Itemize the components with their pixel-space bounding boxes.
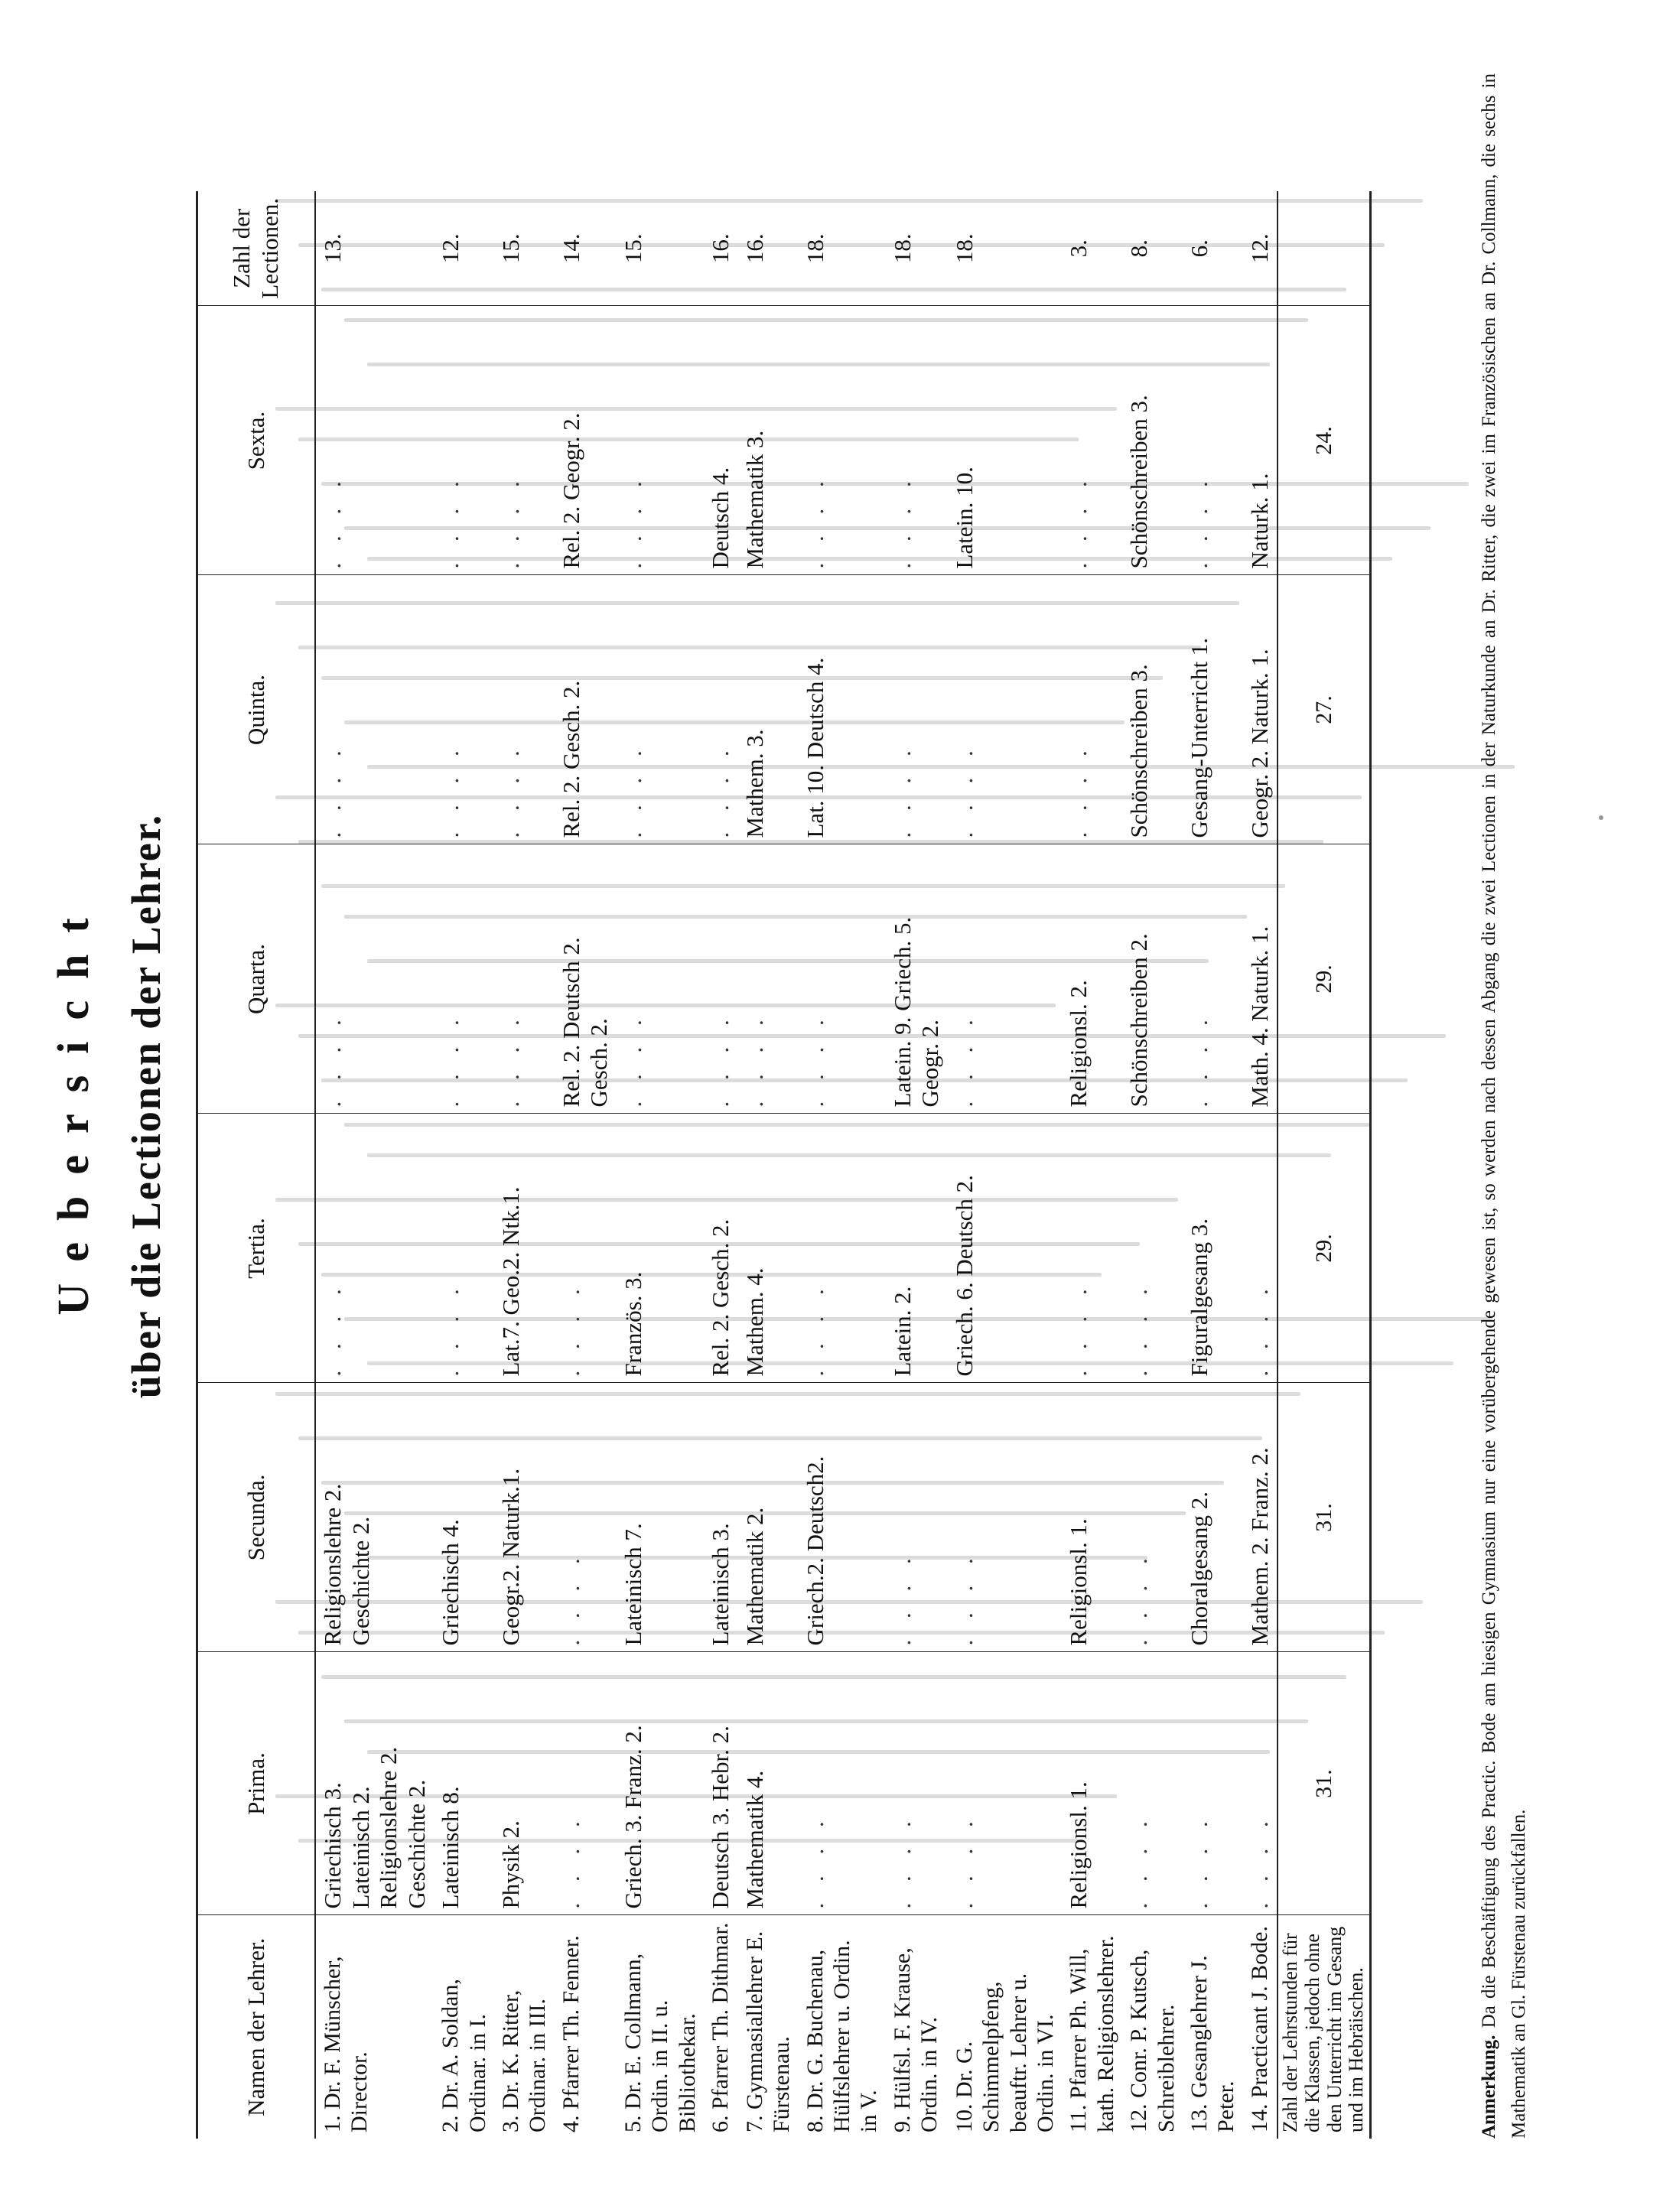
lesson-cell-prima [886,1652,948,1915]
lesson-cell-sexta [315,306,434,575]
lesson-cell-prima [948,1652,1063,1915]
lesson-text: Schönschreiben 3. [1125,664,1153,838]
lesson-text: Figuralgesang 3. [1186,1218,1213,1377]
lesson-cell-quarta [1062,844,1122,1114]
empty-dots: . . . . [437,743,464,838]
empty-dots: . . . . [950,1814,978,1909]
table-row [315,191,434,2139]
lesson-text: Religionsl. 2. [1065,980,1092,1108]
empty-dots: . . . . [437,1012,464,1108]
lesson-text: Griechisch 4. [437,1519,464,1646]
lesson-cell-quarta [799,844,886,1114]
lesson-text: Schönschreiben 3. [1125,395,1153,569]
lesson-text: Mathem. 4. [740,1267,768,1377]
lesson-count: 18. [886,191,948,306]
lesson-count: 12. [1243,191,1278,306]
lessons-table [196,191,1372,2139]
empty-dots: . . . . [707,743,734,838]
total-prima: 31. [1278,1652,1370,1915]
remark-label: Anmerkung. [1479,2035,1499,2139]
table-row [704,191,738,2139]
lesson-cell-quarta [617,844,704,1114]
total-empty [1278,191,1370,306]
lesson-cell-sexta [617,306,704,575]
empty-dots: . . . . [950,1012,978,1108]
lesson-count: 16. [738,191,799,306]
page-subtitle: über die Lectionen der Lehrer. [123,813,169,1399]
column-header-tertia: Tertia. [197,1114,316,1383]
lesson-cell-quinta [886,575,948,844]
lesson-cell-sexta [1183,306,1243,575]
lesson-cell-quinta [494,575,555,844]
lesson-text: Gesang-Unterricht 1. [1186,637,1213,838]
lesson-cell-quinta [555,575,617,844]
lesson-cell-sexta [704,306,738,575]
empty-dots: . . . . [557,1550,584,1646]
column-header-total: Zahl der Lectionen. [197,191,316,306]
empty-dots: . . . . [497,743,525,838]
teacher-name: 8. Dr. G. Buchenau, Hülfslehrer u. Ordin. in V. [802,1940,882,2132]
lesson-cell-tertia [886,1114,948,1383]
lesson-cell-prima [1243,1652,1278,1915]
lesson-cell-quarta [704,844,738,1114]
empty-dots: . . . . [1065,473,1092,569]
lesson-cell-sexta [738,306,799,575]
lesson-text: Lateinisch 7. [620,1523,647,1646]
empty-dots: . . . . [1125,1814,1153,1909]
table-row [1243,191,1278,2139]
table-row [494,191,555,2139]
lesson-text: Mathem. 3. [740,729,768,838]
lesson-count: 18. [948,191,1063,306]
lesson-cell-prima [617,1652,704,1915]
lesson-text: Latein. 9. Griech. 5. Geogr. 2. [888,916,944,1108]
empty-dots: . . . . [319,1012,346,1108]
lesson-cell-quinta [1183,575,1243,844]
lesson-cell-prima [1183,1652,1243,1915]
empty-dots: . . . . [437,473,464,569]
lesson-cell-tertia [1183,1114,1243,1383]
empty-dots: . . . . [950,743,978,838]
empty-dots: . . . . [557,1281,584,1377]
lesson-cell-quinta [434,575,494,844]
lesson-text: Griech. 3. Franz. 2. [620,1725,647,1909]
lesson-cell-tertia [494,1114,555,1383]
lesson-cell-tertia [738,1114,799,1383]
lesson-cell-quarta [434,844,494,1114]
empty-dots: . . . . [888,1550,916,1646]
total-quarta: 29. [1278,844,1370,1114]
lesson-cell-secunda [704,1383,738,1652]
lesson-cell-quinta [704,575,738,844]
lesson-cell-tertia [315,1114,434,1383]
lesson-count: 16. [704,191,738,306]
lesson-cell-tertia [1062,1114,1122,1383]
table-row [1183,191,1243,2139]
lesson-cell-quarta [1122,844,1183,1114]
lesson-text: Geogr.2. Naturk.1. [497,1468,525,1646]
column-header-sexta: Sexta. [197,306,316,575]
lesson-text: Französ. 3. [620,1271,647,1377]
table-row [434,191,494,2139]
total-tertia: 29. [1278,1114,1370,1383]
lesson-text: Latein. 10. [950,467,978,569]
lesson-cell-quinta [1122,575,1183,844]
lesson-cell-prima [1062,1652,1122,1915]
empty-dots: . . . . [1245,1814,1273,1909]
lesson-text: Lateinisch 8. [437,1786,464,1909]
teacher-name: 4. Pfarrer Th. Fenner. [558,1935,584,2132]
total-quinta: 27. [1278,575,1370,844]
empty-dots: . . . . [888,473,916,569]
lesson-count: 6. [1183,191,1243,306]
lesson-cell-quinta [1243,575,1278,844]
teacher-name: 9. Hülfsl. F. Krause, Ordin. in IV. [889,1947,942,2132]
lesson-cell-secunda [555,1383,617,1652]
lesson-cell-tertia [948,1114,1063,1383]
teacher-name: 12. Conr. P. Kutsch, Schreiblehrer. [1126,1949,1179,2132]
lesson-cell-sexta [886,306,948,575]
column-header-prima: Prima. [197,1652,316,1915]
table-row [738,191,799,2139]
lesson-cell-tertia [1122,1114,1183,1383]
header-row [197,191,316,2139]
lesson-text: Naturk. 1. [1245,473,1273,569]
lesson-cell-secunda [1122,1383,1183,1652]
lesson-cell-secunda [315,1383,434,1652]
empty-dots: . . . . [1065,1281,1092,1377]
lesson-cell-quarta [948,844,1063,1114]
empty-dots: . . . . [319,743,346,838]
lesson-text: Mathematik 4. [740,1770,768,1909]
pencil-mark [1599,815,1603,820]
lesson-cell-prima [704,1652,738,1915]
empty-dots: . . . . [557,1814,584,1909]
empty-dots: . . . . [888,743,916,838]
lesson-cell-secunda [738,1383,799,1652]
lesson-count: 12. [434,191,494,306]
lesson-text: Rel. 2. Gesch. 2. [557,680,584,838]
lesson-cell-tertia [617,1114,704,1383]
totals-row [1278,191,1370,2139]
empty-dots: . . . . [497,1012,525,1108]
table-row [617,191,704,2139]
lesson-cell-secunda [494,1383,555,1652]
lesson-cell-sexta [1062,306,1122,575]
lesson-text: Geogr. 2. Naturk. 1. [1245,649,1273,838]
empty-dots: . . . . [801,1012,828,1108]
empty-dots: . . . . [620,473,647,569]
empty-dots: . . . . [1065,743,1092,838]
empty-dots: . . . . [620,743,647,838]
lesson-cell-prima [315,1652,434,1915]
empty-dots: . . . . [1125,1281,1153,1377]
lesson-cell-sexta [1243,306,1278,575]
total-sexta: 24. [1278,306,1370,575]
empty-dots: . . . . [1186,473,1213,569]
lesson-cell-quinta [315,575,434,844]
lesson-count: 15. [494,191,555,306]
lesson-cell-prima [1122,1652,1183,1915]
empty-dots: . . . . [801,1814,828,1909]
teacher-name: 13. Gesanglehrer J. Peter. [1186,1955,1239,2132]
lesson-count: 8. [1122,191,1183,306]
table-row [948,191,1063,2139]
lesson-text: Choralgesang 2. [1186,1491,1213,1646]
lesson-cell-tertia [704,1114,738,1383]
lesson-text: Lat. 10. Deutsch 4. [801,657,828,838]
lesson-text: Mathematik 3. [740,430,768,569]
table-row [799,191,886,2139]
lesson-cell-secunda [1183,1383,1243,1652]
empty-dots: . . . . [319,473,346,569]
lesson-cell-quinta [1062,575,1122,844]
lesson-text: Latein. 2. [888,1286,916,1377]
lesson-cell-quinta [799,575,886,844]
teacher-name: 14. Practicant J. Bode. [1246,1926,1272,2132]
lesson-cell-sexta [494,306,555,575]
lesson-count: 3. [1062,191,1122,306]
remark-note [1475,73,1535,2139]
lesson-cell-secunda [799,1383,886,1652]
lesson-cell-prima [494,1652,555,1915]
empty-dots: . . . . [1125,1550,1153,1646]
lesson-cell-quarta [1243,844,1278,1114]
column-header-teachers: Namen der Lehrer. [242,1937,269,2116]
table-row [1062,191,1122,2139]
empty-dots: . . . . [1245,1281,1273,1377]
lesson-text: Mathematik 2. [740,1507,768,1646]
teacher-name: 3. Dr. K. Ritter, Ordinar. in III. [498,1989,551,2132]
lesson-cell-sexta [555,306,617,575]
lesson-cell-quinta [948,575,1063,844]
lesson-cell-prima [738,1652,799,1915]
lesson-cell-secunda [434,1383,494,1652]
lesson-cell-secunda [1062,1383,1122,1652]
lesson-count: 18. [799,191,886,306]
lesson-cell-secunda [617,1383,704,1652]
empty-dots: . . . . [888,1814,916,1909]
empty-dots: . . . . [497,473,525,569]
total-secunda: 31. [1278,1383,1370,1652]
teacher-name: 6. Pfarrer Th. Dithmar. [708,1922,734,2132]
table-row [886,191,948,2139]
remark-text: Da die Beschäftigung des Practic. Bode am hiesigen Gymnasium nur eine vorübergehende gewesen ist, so werden nach dessen Abgang die zwei Lectionen in der Naturkunde an Dr. Ritter, die zwei im Französischen an Dr. Collmann, die sechs in Mathematik an Gl. Fürstenau zurückfallen. [1479,73,1529,2139]
lesson-cell-quarta [494,844,555,1114]
lesson-cell-tertia [1243,1114,1278,1383]
lesson-cell-tertia [555,1114,617,1383]
empty-dots: . . . . [319,1281,346,1377]
lesson-cell-quarta [555,844,617,1114]
teacher-name: 1. Dr. F. Münscher, Director. [320,1956,373,2132]
lesson-text: Lateinisch 3. [707,1523,734,1646]
lesson-cell-sexta [799,306,886,575]
lesson-text: Griechisch 3. Lateinisch 2. Religionslehre 2. Geschichte 2. [319,1746,430,1909]
lesson-cell-quinta [738,575,799,844]
teacher-name: 11. Pfarrer Ph. Will, kath. Religionslehrer. [1066,1935,1118,2132]
lesson-text: Rel. 2. Geogr. 2. [557,412,584,569]
teacher-name: 5. Dr. E. Collmann, Ordin. in II. u. Bibliothekar. [620,1953,700,2132]
lesson-text: Rel. 2. Gesch. 2. [707,1218,734,1377]
column-header-quarta: Quarta. [197,844,316,1114]
page-title: Uebersicht [48,896,98,1316]
column-header-quinta: Quinta. [197,575,316,844]
lesson-cell-quinta [617,575,704,844]
lesson-text: Griech. 6. Deutsch 2. [950,1175,978,1377]
empty-dots: . . . . [740,1012,768,1108]
lesson-cell-sexta [948,306,1063,575]
empty-dots: . . . . [620,1012,647,1108]
lesson-text: Physik 2. [497,1820,525,1909]
teacher-name: 7. Gymnasiallehrer E. Fürstenau. [741,1931,795,2132]
lesson-cell-tertia [434,1114,494,1383]
lesson-text: Deutsch 3. Hebr. 2. [707,1726,734,1909]
empty-dots: . . . . [950,1550,978,1646]
lesson-count: 15. [617,191,704,306]
lesson-cell-quarta [1183,844,1243,1114]
teacher-name: 10. Dr. G. Schimmelpfeng, beauftr. Lehrer u. Ordin. in VI. [951,1973,1059,2132]
lesson-cell-prima [799,1652,886,1915]
lesson-text: Religionsl. 1. [1065,1781,1092,1909]
lesson-text: Schönschreiben 2. [1125,933,1153,1108]
lesson-cell-sexta [434,306,494,575]
lesson-cell-secunda [886,1383,948,1652]
table-row [1122,191,1183,2139]
table-row [555,191,617,2139]
lesson-cell-secunda [1243,1383,1278,1652]
lesson-cell-quarta [315,844,434,1114]
empty-dots: . . . . [707,1012,734,1108]
teacher-name: 2. Dr. A. Soldan, Ordinar. in I. [438,1979,490,2132]
lesson-text: Math. 4. Naturk. 1. [1245,925,1273,1108]
lesson-cell-quarta [886,844,948,1114]
totals-label: Zahl der Lehrstunden für die Klassen, jedoch ohne den Unterricht im Gesang und im Hebräischen. [1278,1915,1370,2139]
empty-dots: . . . . [801,473,828,569]
lesson-text: Deutsch 4. [707,467,734,569]
lesson-text: Rel. 2. Deutsch 2. Gesch. 2. [557,937,613,1108]
lesson-cell-secunda [948,1383,1063,1652]
teacher-rows [315,191,1278,2139]
empty-dots: . . . . [1186,1012,1213,1108]
lesson-cell-prima [434,1652,494,1915]
lesson-text: Lat.7. Geo.2. Ntk.1. [497,1186,525,1377]
lesson-text: Religionsl. 1. [1065,1518,1092,1646]
lesson-cell-tertia [799,1114,886,1383]
empty-dots: . . . . [437,1281,464,1377]
lesson-cell-sexta [1122,306,1183,575]
lesson-count: 14. [555,191,617,306]
column-header-secunda: Secunda. [197,1383,316,1652]
lesson-text: Griech.2. Deutsch2. [801,1456,828,1646]
lesson-text: Mathem. 2. Franz. 2. [1245,1447,1273,1646]
empty-dots: . . . . [1186,1814,1213,1909]
lesson-cell-prima [555,1652,617,1915]
lesson-count: 13. [315,191,434,306]
empty-dots: . . . . [801,1281,828,1377]
lesson-cell-quarta [738,844,799,1114]
lesson-text: Religionslehre 2. Geschichte 2. [319,1483,374,1646]
